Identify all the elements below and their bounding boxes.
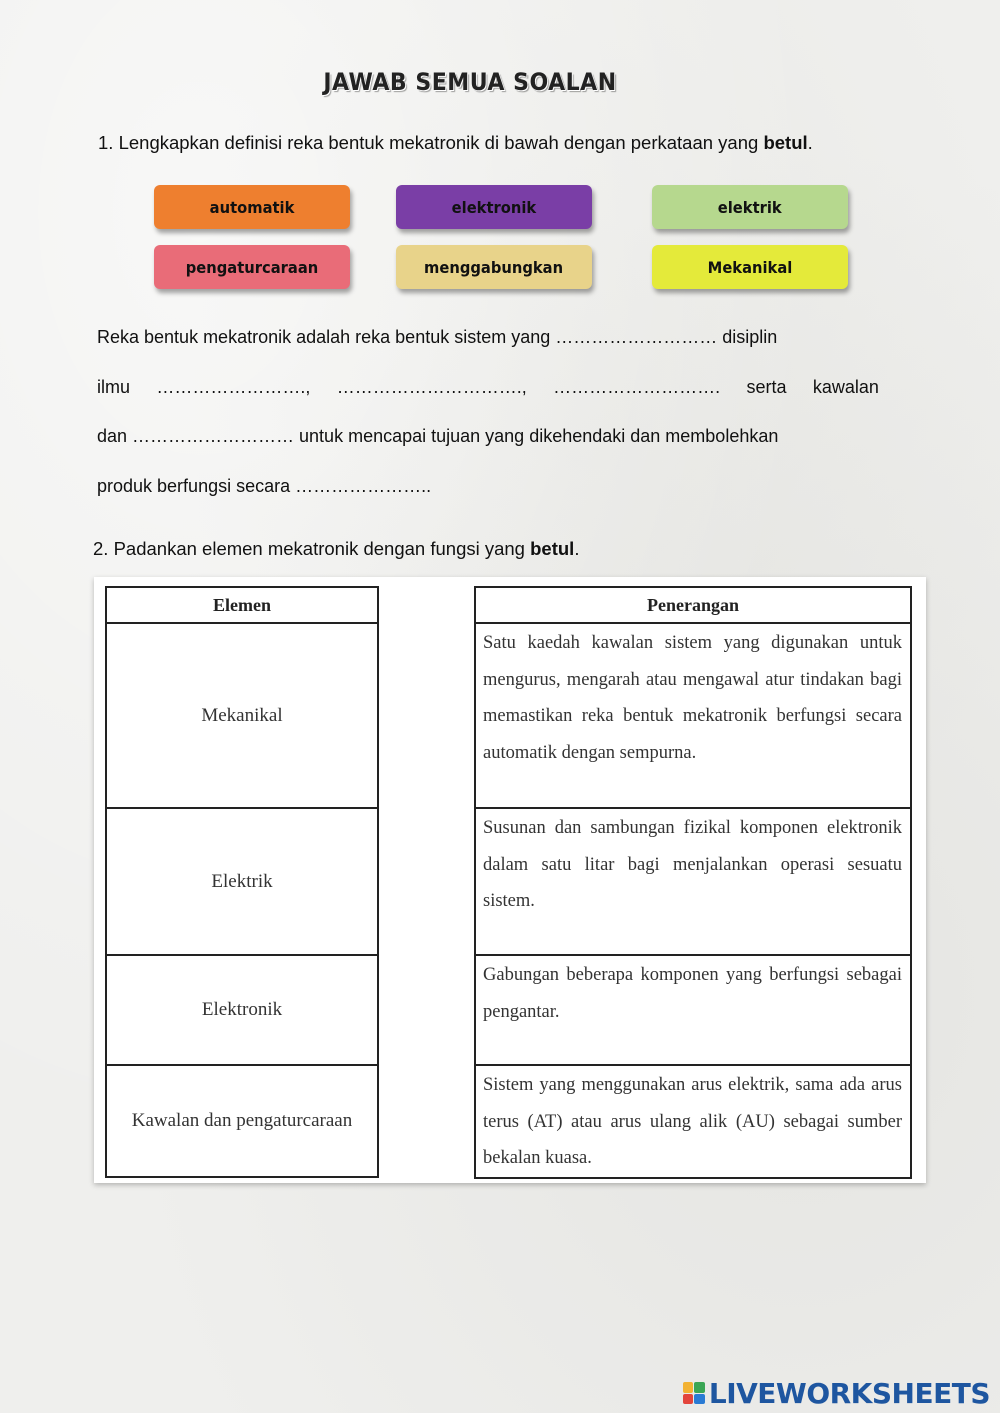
matching-table-image: [94, 577, 926, 1183]
word-chip-automatik[interactable]: automatik: [154, 185, 350, 229]
description-cell[interactable]: Susunan dan sambungan fizikal komponen elektronik dalam satu litar bagi menjalankan operasi sesuatu sistem.: [475, 808, 911, 955]
answer-blank-2[interactable]: …………………….,: [156, 377, 311, 397]
elements-table: [105, 586, 379, 1178]
paragraph-line-1: Reka bentuk mekatronik adalah reka bentuk sistem yang ……………………… disiplin: [97, 327, 778, 347]
word-chip-pengaturcaraan[interactable]: pengaturcaraan: [154, 245, 350, 289]
page-title: JAWAB SEMUA SOALAN: [323, 68, 617, 96]
answer-blank-3[interactable]: ………………………….,: [336, 377, 527, 397]
descriptions-header: Penerangan: [475, 587, 911, 623]
element-cell[interactable]: Elektrik: [106, 808, 378, 955]
question-2-number: 2.: [93, 538, 109, 559]
word-chip-menggabungkan[interactable]: menggabungkan: [396, 245, 592, 289]
element-cell[interactable]: Kawalan dan pengaturcaraan: [106, 1065, 378, 1177]
question-1-text: Lengkapkan definisi reka bentuk mekatronik di bawah dengan perkataan yang: [118, 132, 759, 153]
brand-name: LIVEWORKSHEETS: [708, 1376, 990, 1410]
question-2-text: Padankan elemen mekatronik dengan fungsi yang: [113, 538, 525, 559]
liveworksheets-logo: [683, 1376, 990, 1410]
description-cell[interactable]: Satu kaedah kawalan sistem yang digunakan untuk mengurus, mengarah atau mengawal atur tindakan bagi memastikan reka bentuk mekatronik berfungsi secara automatik dengan sempurna.: [475, 623, 911, 808]
question-1-bold: betul: [763, 132, 808, 153]
question-1: [98, 132, 813, 154]
word-chip-elektrik[interactable]: elektrik: [652, 185, 848, 229]
element-cell[interactable]: Mekanikal: [106, 623, 378, 808]
question-1-number: 1.: [98, 132, 114, 153]
answer-blank-4[interactable]: ……………………….: [553, 377, 721, 397]
element-cell[interactable]: Elektronik: [106, 955, 378, 1065]
description-cell[interactable]: Sistem yang menggunakan arus elektrik, sama ada arus terus (AT) atau arus ulang alik (AU) sebagai sumber bekalan kuasa.: [475, 1065, 911, 1178]
word-chip-elektronik[interactable]: elektronik: [396, 185, 592, 229]
paragraph-line-4: produk berfungsi secara …………………..: [97, 476, 432, 496]
question-1-end: .: [807, 132, 813, 153]
blank-word: serta: [746, 377, 787, 397]
descriptions-table: [474, 586, 912, 1179]
elements-header: Elemen: [106, 587, 378, 623]
word-chip-mekanikal[interactable]: Mekanikal: [652, 245, 848, 289]
question-2: [93, 538, 579, 560]
description-cell[interactable]: Gabungan beberapa komponen yang berfungsi sebagai pengantar.: [475, 955, 911, 1065]
question-2-end: .: [574, 538, 580, 559]
blank-word: ilmu: [97, 377, 131, 397]
paragraph-line-2: [97, 377, 879, 398]
blank-word: kawalan: [812, 377, 879, 397]
liveworksheets-icon: [683, 1382, 705, 1404]
question-2-bold: betul: [530, 538, 575, 559]
paragraph-line-3: dan ……………………… untuk mencapai tujuan yang dikehendaki dan membolehkan: [97, 426, 779, 446]
